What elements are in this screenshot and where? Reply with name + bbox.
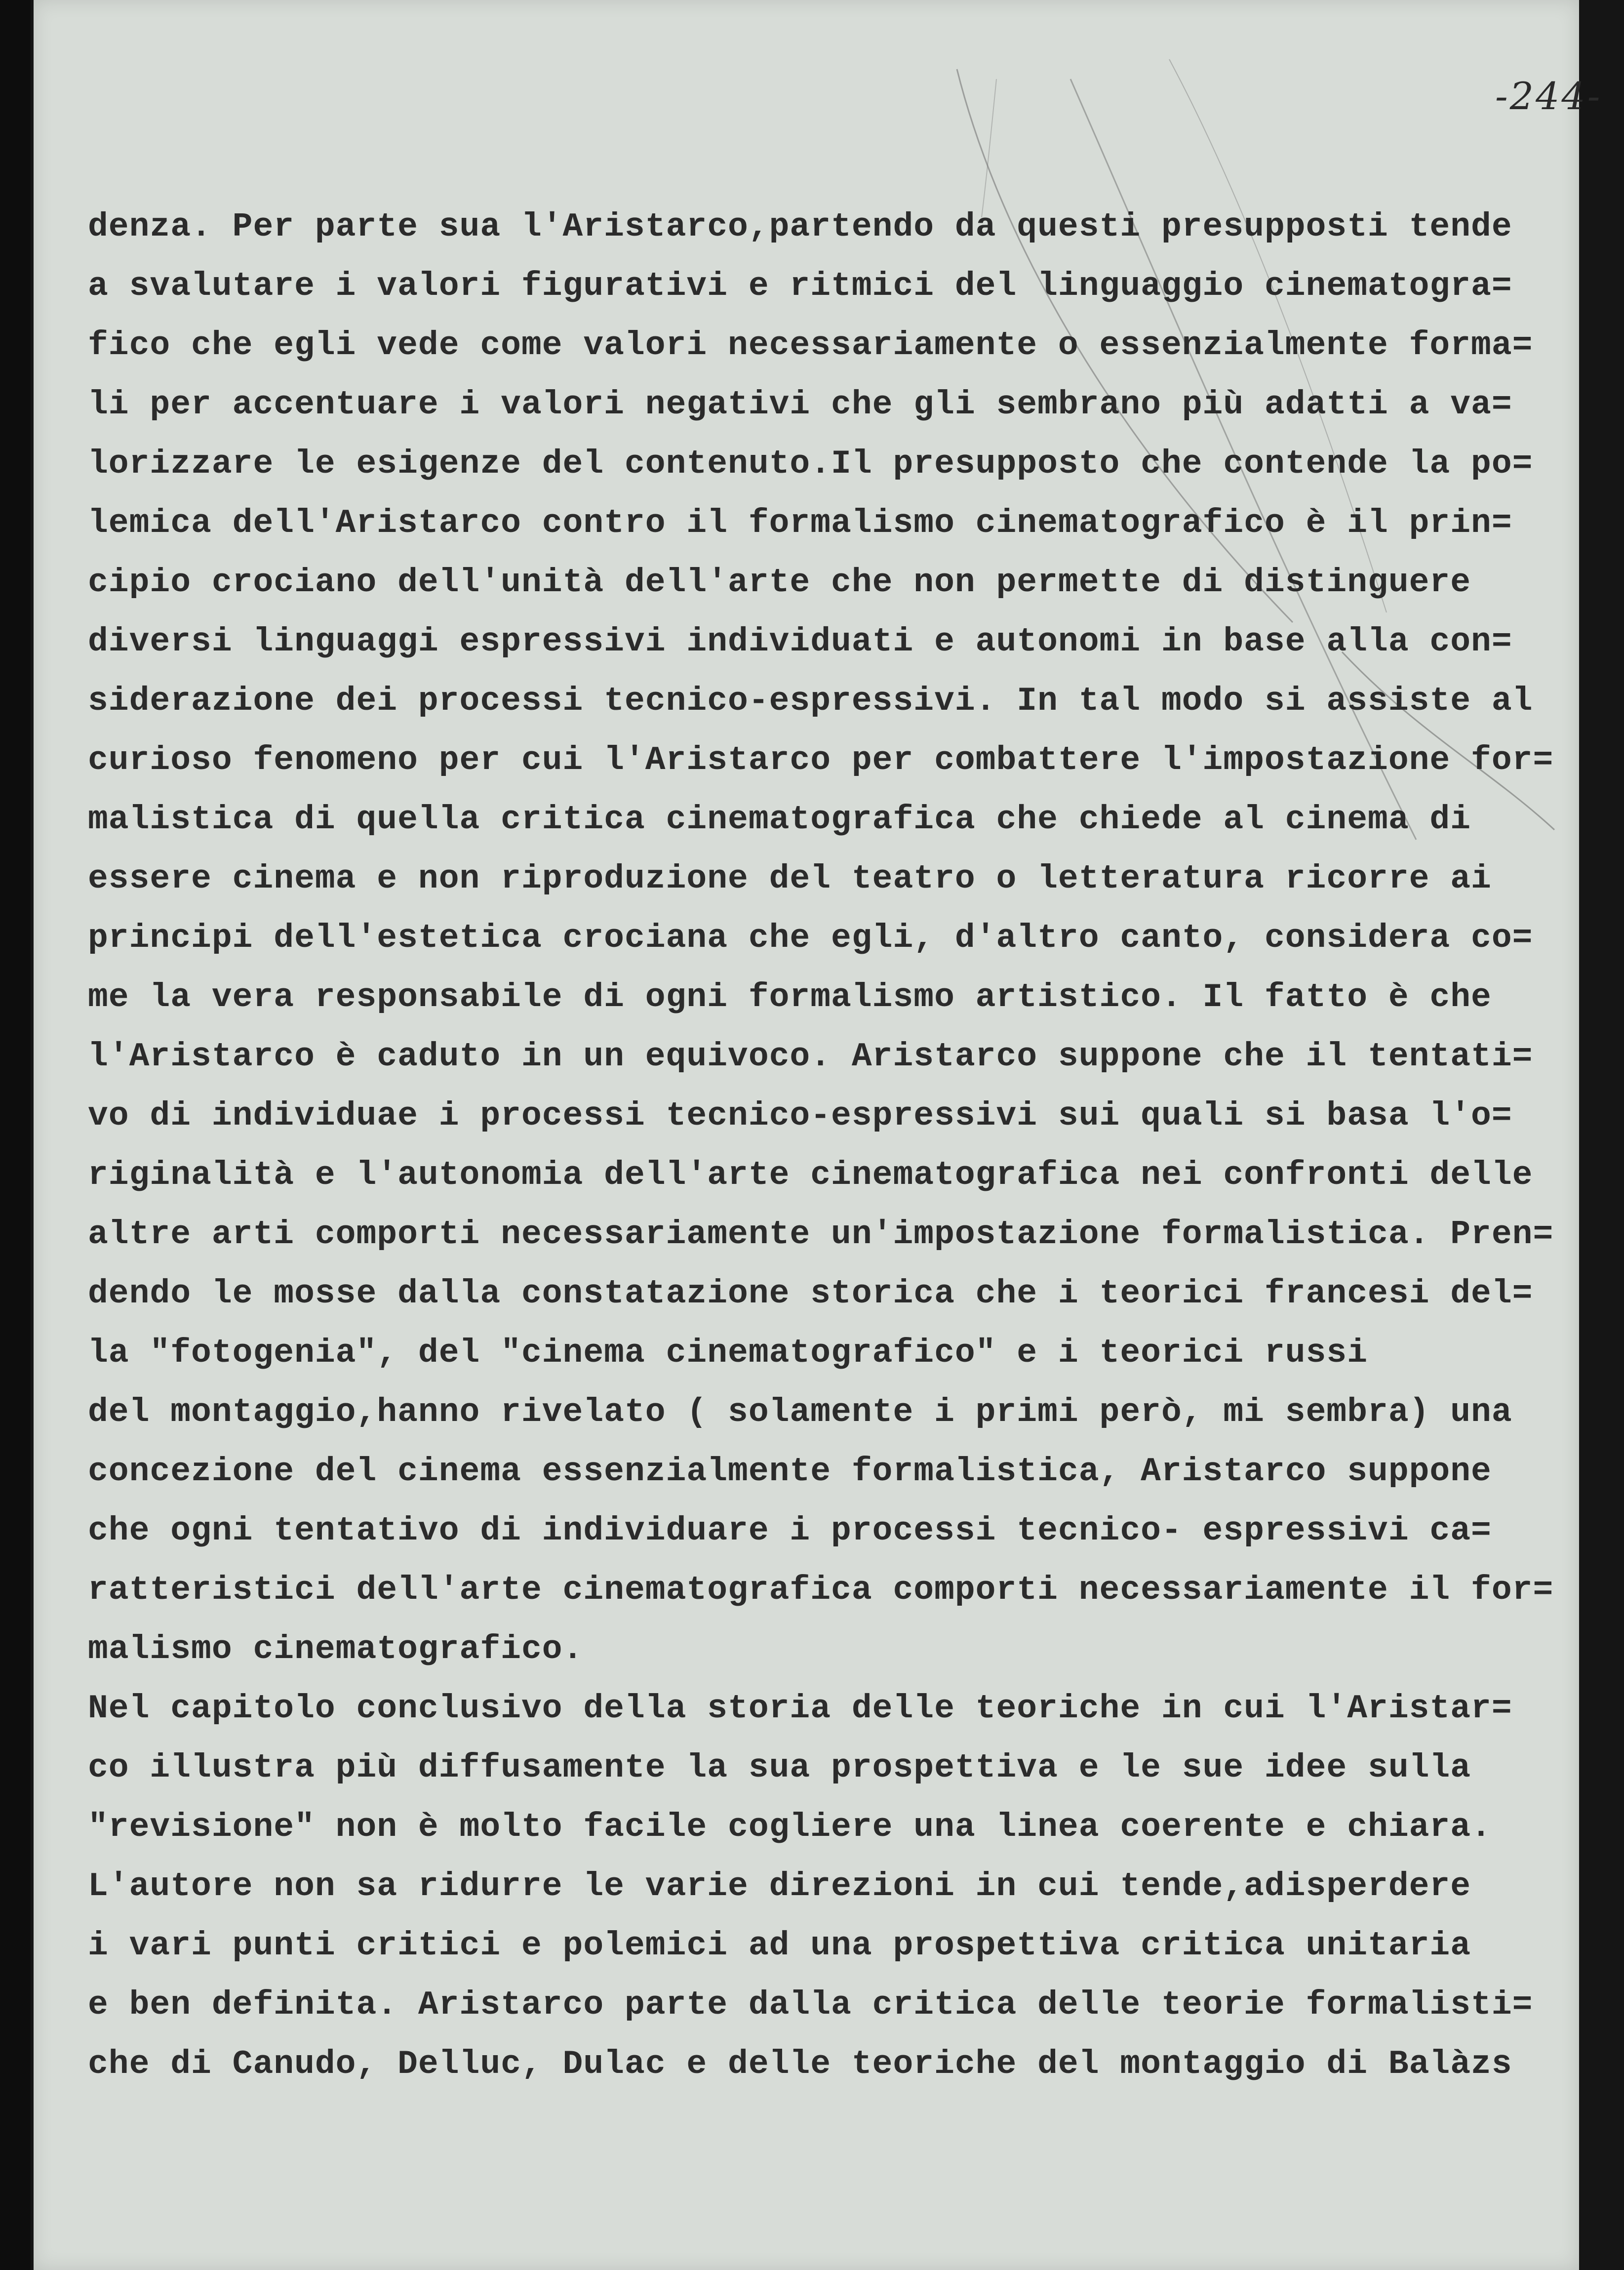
text-line: cipio crociano dell'unità dell'arte che non permette di distinguere [88,564,1471,602]
text-line: me la vera responsabile di ogni formalismo artistico. Il fatto è che [88,978,1492,1016]
text-line: dendo le mosse dalla constatazione storica che i teorici francesi del= [88,1275,1533,1313]
text-line: siderazione dei processi tecnico-espressivi. In tal modo si assiste al [88,682,1533,720]
text-line: fico che egli vede come valori necessariamente o essenzialmente forma= [88,326,1533,365]
pencil-stroke [982,79,996,217]
text-line: lorizzare le esigenze del contenuto.Il presupposto che contende la po= [88,445,1533,483]
text-line: i vari punti critici e polemici ad una prospettiva critica unitaria [88,1927,1471,1965]
text-line: denza. Per parte sua l'Aristarco,partendo da questi presupposti tende [88,208,1512,246]
text-line: ratteristici dell'arte cinematografica comporti necessariamente il for= [88,1571,1554,1609]
text-line: Nel capitolo conclusivo della storia delle teoriche in cui l'Aristar= [88,1690,1512,1728]
text-line: l'Aristarco è caduto in un equivoco. Aristarco suppone che il tentati= [88,1038,1533,1076]
text-line: essere cinema e non riproduzione del teatro o letteratura ricorre ai [88,860,1492,898]
text-line: del montaggio,hanno rivelato ( solamente i primi però, mi sembra) una [88,1393,1512,1431]
text-line: lemica dell'Aristarco contro il formalismo cinematografico è il prin= [88,504,1512,542]
text-line: e ben definita. Aristarco parte dalla critica delle teorie formalisti= [88,1986,1533,2024]
text-line: L'autore non sa ridurre le varie direzioni in cui tende,adisperdere [88,1867,1471,1905]
text-line: riginalità e l'autonomia dell'arte cinematografica nei confronti delle [88,1156,1533,1194]
text-line: concezione del cinema essenzialmente formalistica, Aristarco suppone [88,1453,1492,1491]
text-line: diversi linguaggi espressivi individuati e autonomi in base alla con= [88,623,1512,661]
binding-edge [0,0,31,2270]
page-number: -244- [1495,74,1602,118]
text-line: curioso fenomeno per cui l'Aristarco per combattere l'impostazione for= [88,741,1554,779]
text-line: che di Canudo, Delluc, Dulac e delle teoriche del montaggio di Balàzs [88,2045,1512,2083]
text-line: a svalutare i valori figurativi e ritmici del linguaggio cinematogra= [88,267,1512,305]
text-line: co illustra più diffusamente la sua prospettiva e le sue idee sulla [88,1749,1471,1787]
text-line: malismo cinematografico. [88,1630,584,1668]
typewritten-page [34,0,1602,2270]
text-line: malistica di quella critica cinematografica che chiede al cinema di [88,801,1471,839]
text-line: vo di individuae i processi tecnico-espressivi sui quali si basa l'o= [88,1097,1512,1135]
text-line: principi dell'estetica crociana che egli, d'altro canto, considera co= [88,919,1533,957]
text-line: la "fotogenia", del "cinema cinematografico" e i teorici russi [88,1334,1368,1372]
text-line: "revisione" non è molto facile cogliere una linea coerente e chiara. [88,1808,1492,1846]
text-line: altre arti comporti necessariamente un'impostazione formalistica. Pren= [88,1216,1554,1254]
text-line: che ogni tentativo di individuare i processi tecnico- espressivi ca= [88,1512,1492,1550]
text-line: li per accentuare i valori negativi che gli sembrano più adatti a va= [88,386,1512,424]
